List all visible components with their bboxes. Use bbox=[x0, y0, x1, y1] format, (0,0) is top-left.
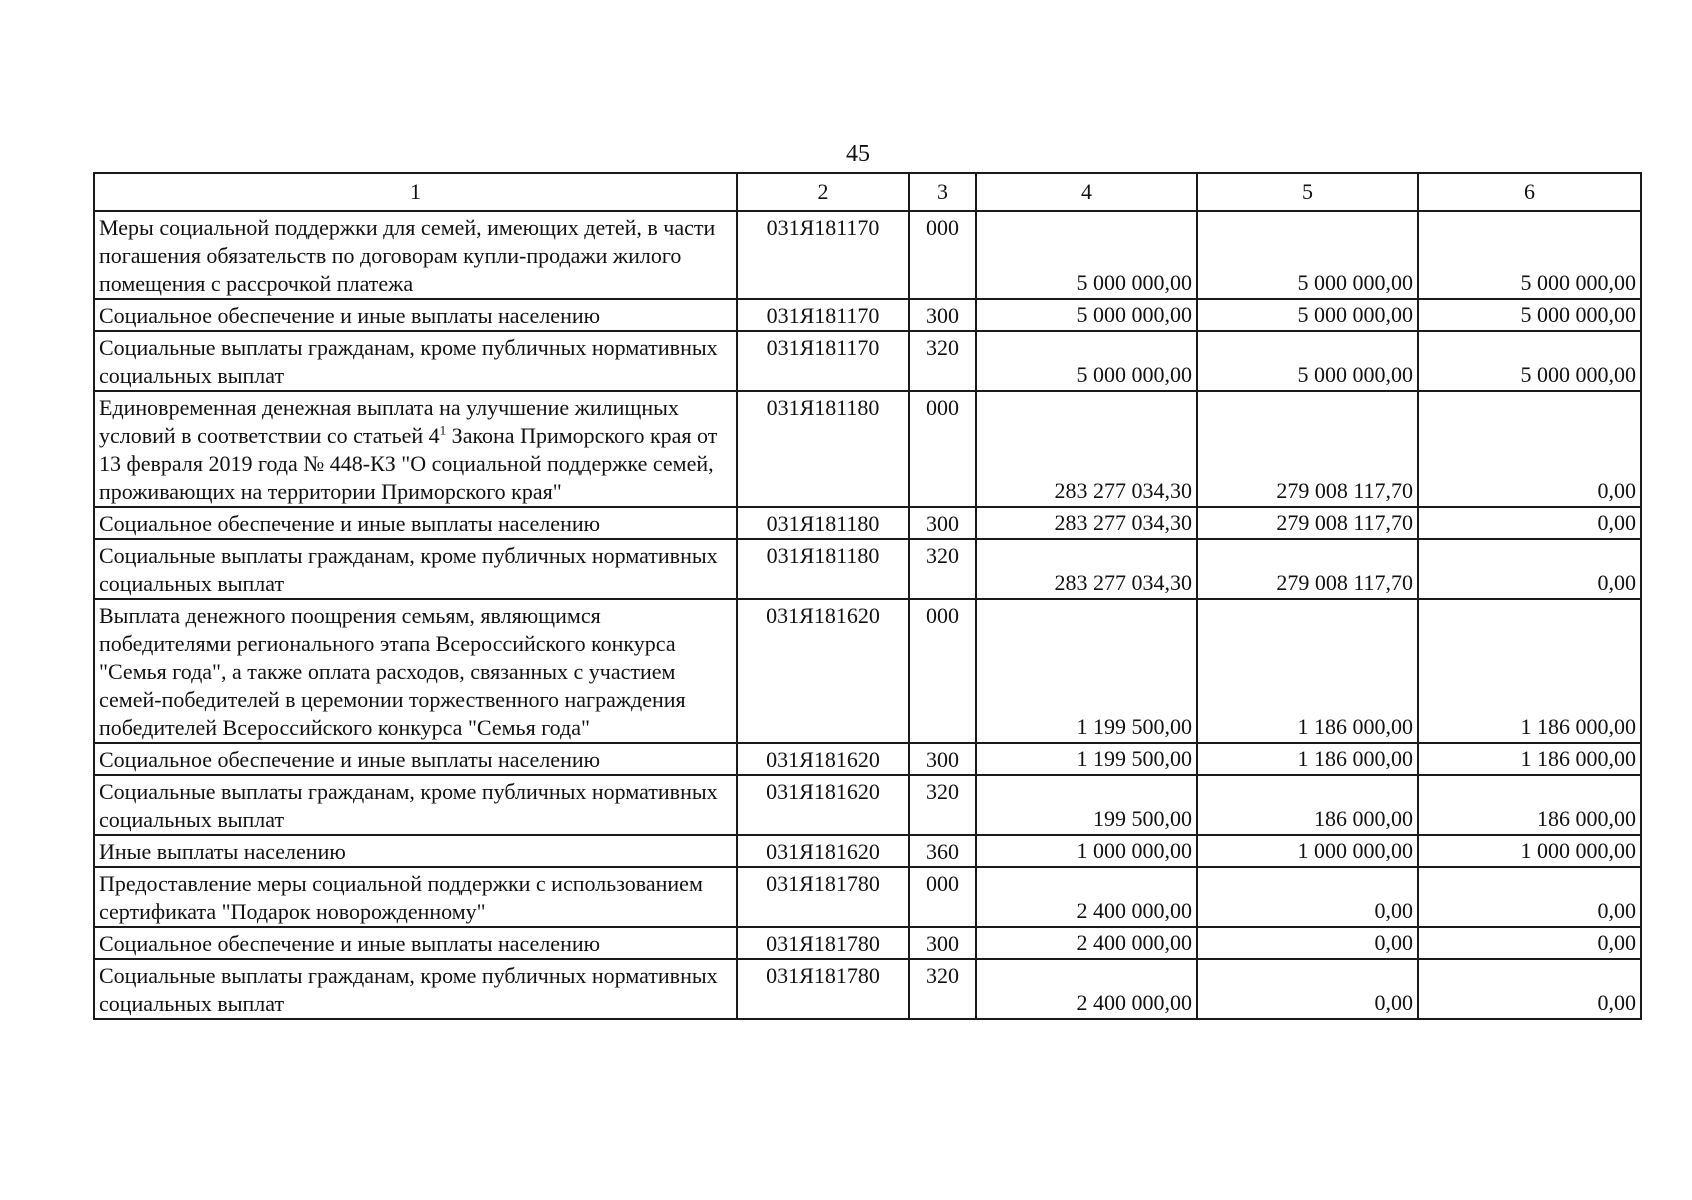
budget-table bbox=[93, 172, 1642, 1020]
row-value-5: 1 186 000,00 bbox=[1197, 599, 1418, 743]
row-value-4: 1 199 500,00 bbox=[976, 599, 1197, 743]
table-row bbox=[94, 211, 1641, 299]
row-name-part: Единовременная денежная выплата на улучшение жилищных условий в соответствии со статьей 4 bbox=[99, 395, 679, 448]
row-value-4: 5 000 000,00 bbox=[976, 211, 1197, 299]
row-value-6: 1 186 000,00 bbox=[1418, 743, 1641, 775]
table-row bbox=[94, 775, 1641, 835]
column-header-6: 6 bbox=[1418, 173, 1641, 211]
row-type: 320 bbox=[909, 959, 976, 1019]
row-value-5: 0,00 bbox=[1197, 867, 1418, 927]
row-name: Социальное обеспечение и иные выплаты населению bbox=[94, 299, 737, 331]
row-code: 031Я181170 bbox=[737, 331, 909, 391]
row-type: 360 bbox=[909, 835, 976, 867]
row-code: 031Я181180 bbox=[737, 391, 909, 507]
row-value-5: 5 000 000,00 bbox=[1197, 331, 1418, 391]
row-type: 320 bbox=[909, 331, 976, 391]
row-name: Социальное обеспечение и иные выплаты населению bbox=[94, 507, 737, 539]
row-type: 300 bbox=[909, 299, 976, 331]
column-header-2: 2 bbox=[737, 173, 909, 211]
row-value-6: 0,00 bbox=[1418, 867, 1641, 927]
row-value-4: 5 000 000,00 bbox=[976, 299, 1197, 331]
row-value-6: 0,00 bbox=[1418, 507, 1641, 539]
row-name-part: Закона Приморского края от 13 февраля 2019 года № 448-КЗ "О социальной поддержке семей, проживающих на территории Приморского края" bbox=[99, 423, 718, 504]
row-code: 031Я181780 bbox=[737, 927, 909, 959]
row-value-6: 0,00 bbox=[1418, 927, 1641, 959]
row-code: 031Я181180 bbox=[737, 539, 909, 599]
row-name: Социальное обеспечение и иные выплаты населению bbox=[94, 743, 737, 775]
table-row bbox=[94, 743, 1641, 775]
table-row bbox=[94, 507, 1641, 539]
row-value-4: 283 277 034,30 bbox=[976, 539, 1197, 599]
row-name: Предоставление меры социальной поддержки с использованием сертификата "Подарок новорожденному" bbox=[94, 867, 737, 927]
row-type: 000 bbox=[909, 391, 976, 507]
row-value-6: 0,00 bbox=[1418, 391, 1641, 507]
row-value-6: 0,00 bbox=[1418, 959, 1641, 1019]
row-code: 031Я181170 bbox=[737, 299, 909, 331]
row-value-5: 1 000 000,00 bbox=[1197, 835, 1418, 867]
row-value-6: 0,00 bbox=[1418, 539, 1641, 599]
row-value-5: 1 186 000,00 bbox=[1197, 743, 1418, 775]
row-name: Меры социальной поддержки для семей, имеющих детей, в части погашения обязательств по договорам купли-продажи жилого помещения с рассрочкой платежа bbox=[94, 211, 737, 299]
row-value-5: 279 008 117,70 bbox=[1197, 391, 1418, 507]
row-value-5: 0,00 bbox=[1197, 927, 1418, 959]
table-row bbox=[94, 539, 1641, 599]
row-value-6: 5 000 000,00 bbox=[1418, 211, 1641, 299]
row-value-4: 283 277 034,30 bbox=[976, 391, 1197, 507]
row-name: Социальные выплаты гражданам, кроме публичных нормативных социальных выплат bbox=[94, 331, 737, 391]
row-value-4: 283 277 034,30 bbox=[976, 507, 1197, 539]
row-code: 031Я181180 bbox=[737, 507, 909, 539]
row-value-4: 2 400 000,00 bbox=[976, 927, 1197, 959]
row-name: Социальные выплаты гражданам, кроме публичных нормативных социальных выплат bbox=[94, 539, 737, 599]
row-name: Социальные выплаты гражданам, кроме публичных нормативных социальных выплат bbox=[94, 775, 737, 835]
row-code: 031Я181620 bbox=[737, 775, 909, 835]
row-code: 031Я181780 bbox=[737, 867, 909, 927]
row-name: Социальное обеспечение и иные выплаты населению bbox=[94, 927, 737, 959]
row-value-4: 5 000 000,00 bbox=[976, 331, 1197, 391]
row-name-superscript: 1 bbox=[439, 422, 447, 438]
row-value-4: 1 000 000,00 bbox=[976, 835, 1197, 867]
row-value-5: 5 000 000,00 bbox=[1197, 299, 1418, 331]
row-type: 000 bbox=[909, 599, 976, 743]
row-name bbox=[94, 391, 737, 507]
row-value-6: 5 000 000,00 bbox=[1418, 299, 1641, 331]
row-type: 000 bbox=[909, 211, 976, 299]
row-name: Иные выплаты населению bbox=[94, 835, 737, 867]
row-code: 031Я181780 bbox=[737, 959, 909, 1019]
header-row bbox=[94, 173, 1641, 211]
row-code: 031Я181620 bbox=[737, 743, 909, 775]
row-value-6: 5 000 000,00 bbox=[1418, 331, 1641, 391]
row-value-6: 1 000 000,00 bbox=[1418, 835, 1641, 867]
row-value-6: 186 000,00 bbox=[1418, 775, 1641, 835]
row-value-5: 186 000,00 bbox=[1197, 775, 1418, 835]
page-number: 45 bbox=[846, 141, 870, 167]
row-type: 300 bbox=[909, 927, 976, 959]
column-header-3: 3 bbox=[909, 173, 976, 211]
row-type: 300 bbox=[909, 507, 976, 539]
row-value-4: 2 400 000,00 bbox=[976, 867, 1197, 927]
row-type: 300 bbox=[909, 743, 976, 775]
table-row bbox=[94, 927, 1641, 959]
row-value-4: 2 400 000,00 bbox=[976, 959, 1197, 1019]
column-header-5: 5 bbox=[1197, 173, 1418, 211]
row-type: 320 bbox=[909, 775, 976, 835]
row-value-5: 5 000 000,00 bbox=[1197, 211, 1418, 299]
row-type: 320 bbox=[909, 539, 976, 599]
row-value-6: 1 186 000,00 bbox=[1418, 599, 1641, 743]
row-value-4: 1 199 500,00 bbox=[976, 743, 1197, 775]
row-value-5: 0,00 bbox=[1197, 959, 1418, 1019]
table-row bbox=[94, 599, 1641, 743]
column-header-4: 4 bbox=[976, 173, 1197, 211]
table-row bbox=[94, 867, 1641, 927]
row-code: 031Я181620 bbox=[737, 599, 909, 743]
table-row bbox=[94, 959, 1641, 1019]
row-name: Социальные выплаты гражданам, кроме публичных нормативных социальных выплат bbox=[94, 959, 737, 1019]
table-row bbox=[94, 835, 1641, 867]
column-header-1: 1 bbox=[94, 173, 737, 211]
row-name: Выплата денежного поощрения семьям, являющимся победителями регионального этапа Всероссийского конкурса "Семья года", а также оплата расходов, связанных с участием семей-победителей в церемонии торжественного награждения победителей Всероссийского конкурса "Семья года" bbox=[94, 599, 737, 743]
table-row bbox=[94, 391, 1641, 507]
table-row bbox=[94, 331, 1641, 391]
row-value-5: 279 008 117,70 bbox=[1197, 539, 1418, 599]
row-code: 031Я181620 bbox=[737, 835, 909, 867]
row-value-4: 199 500,00 bbox=[976, 775, 1197, 835]
row-type: 000 bbox=[909, 867, 976, 927]
row-value-5: 279 008 117,70 bbox=[1197, 507, 1418, 539]
row-code: 031Я181170 bbox=[737, 211, 909, 299]
table-row bbox=[94, 299, 1641, 331]
